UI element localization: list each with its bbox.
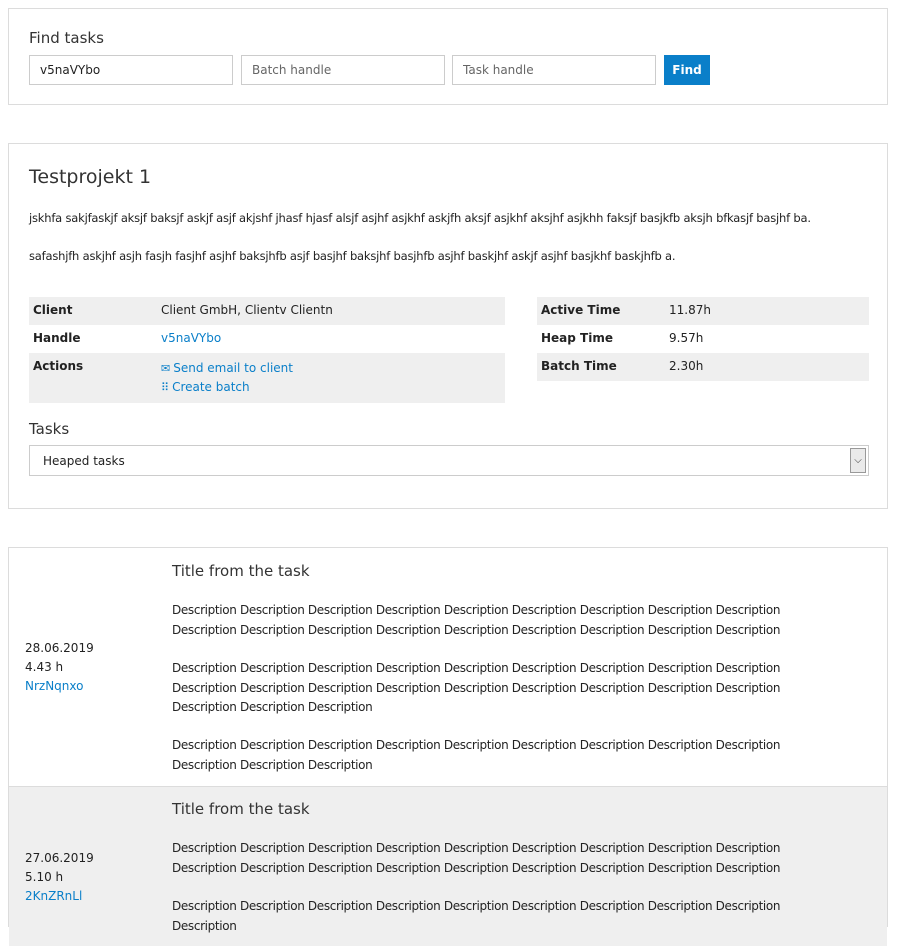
task-handle-link[interactable]: NrzNqnxo	[25, 679, 84, 693]
task-description-2: Description Description Description Description Description Description Description Description Description Description Description Description Description Description Description Description Description Description Description Description Description	[172, 661, 781, 714]
heap-time-value: 9.57h	[669, 331, 704, 345]
info-row-handle	[29, 325, 505, 353]
task-meta	[25, 639, 94, 696]
tasks-filter-value: Heaped tasks	[43, 454, 125, 468]
handle-label: Handle	[33, 331, 81, 345]
create-batch-label: Create batch	[172, 380, 250, 394]
project-description-1: jskhfa sakjfaskjf aksjf baksjf askjf asjf akjshf jhasf hjasf alsjf asjhf asjkhf askjfh aksjf asjkhf aksjhf asjkhh faksjf basjkfb aksjh bfkasjf basjhf ba.	[29, 211, 811, 225]
time-row-heap	[537, 325, 869, 353]
send-email-link[interactable]	[161, 359, 501, 378]
client-label: Client	[29, 297, 157, 325]
info-row-client	[29, 297, 505, 325]
actions-label: Actions	[29, 353, 157, 403]
create-batch-link[interactable]	[161, 378, 501, 397]
client-value: Client GmbH, Clientv Clientn	[157, 297, 505, 325]
task-description-1: Description Description Description Description Description Description Description Description Description Description Description Description Description Description Description Description Description Description	[172, 603, 781, 637]
batch-handle-input[interactable]	[241, 55, 445, 85]
project-handle-link[interactable]: v5naVYbo	[161, 331, 222, 345]
task-title: Title from the task	[172, 800, 310, 818]
task-handle-link[interactable]: 2KnZRnLl	[25, 889, 83, 903]
task-description-3: Description Description Description Description Description Description Description Description Description Description Description Description	[172, 738, 781, 772]
heap-time-label: Heap Time	[541, 331, 613, 345]
project-info-table	[29, 297, 505, 403]
find-button[interactable]: Find	[664, 55, 710, 85]
project-title: Testprojekt 1	[29, 166, 152, 188]
chevron-down-icon[interactable]: ⌵	[850, 448, 866, 473]
task-row[interactable]	[9, 786, 887, 946]
find-tasks-panel	[8, 8, 888, 105]
time-row-active	[537, 297, 869, 325]
project-panel	[8, 143, 888, 509]
task-date: 28.06.2019	[25, 641, 94, 655]
task-title: Title from the task	[172, 562, 310, 580]
active-time-label: Active Time	[537, 297, 665, 325]
time-row-batch	[537, 353, 869, 381]
batch-time-value: 2.30h	[665, 353, 869, 381]
task-meta	[25, 849, 94, 906]
info-row-actions	[29, 353, 505, 403]
task-hours: 4.43 h	[25, 660, 64, 674]
project-handle-input[interactable]	[29, 55, 233, 85]
task-row[interactable]	[9, 548, 887, 787]
tasks-filter-select[interactable]	[29, 445, 869, 476]
envelope-icon: ✉	[161, 362, 171, 375]
task-description-2: Description Description Description Description Description Description Description Description Description Description	[172, 899, 781, 933]
task-list-panel	[8, 547, 888, 933]
task-description-1: Description Description Description Description Description Description Description Description Description Description Description Description Description Description Description Description Description Description	[172, 841, 781, 875]
grid-icon: ⠿	[161, 381, 170, 394]
project-times-table	[537, 297, 869, 381]
send-email-label: Send email to client	[173, 361, 293, 375]
find-tasks-heading: Find tasks	[29, 29, 104, 47]
batch-time-label: Batch Time	[537, 353, 665, 381]
project-description-2: safashjfh askjhf asjh fasjh fasjhf asjhf baksjhfb asjf basjhf baksjhf basjhfb asjhf baskjhf askjf asjhf basjkhf baskjhfb a.	[29, 249, 676, 263]
tasks-label: Tasks	[29, 420, 70, 438]
task-hours: 5.10 h	[25, 870, 64, 884]
task-handle-input[interactable]	[452, 55, 656, 85]
task-date: 27.06.2019	[25, 851, 94, 865]
active-time-value: 11.87h	[665, 297, 869, 325]
